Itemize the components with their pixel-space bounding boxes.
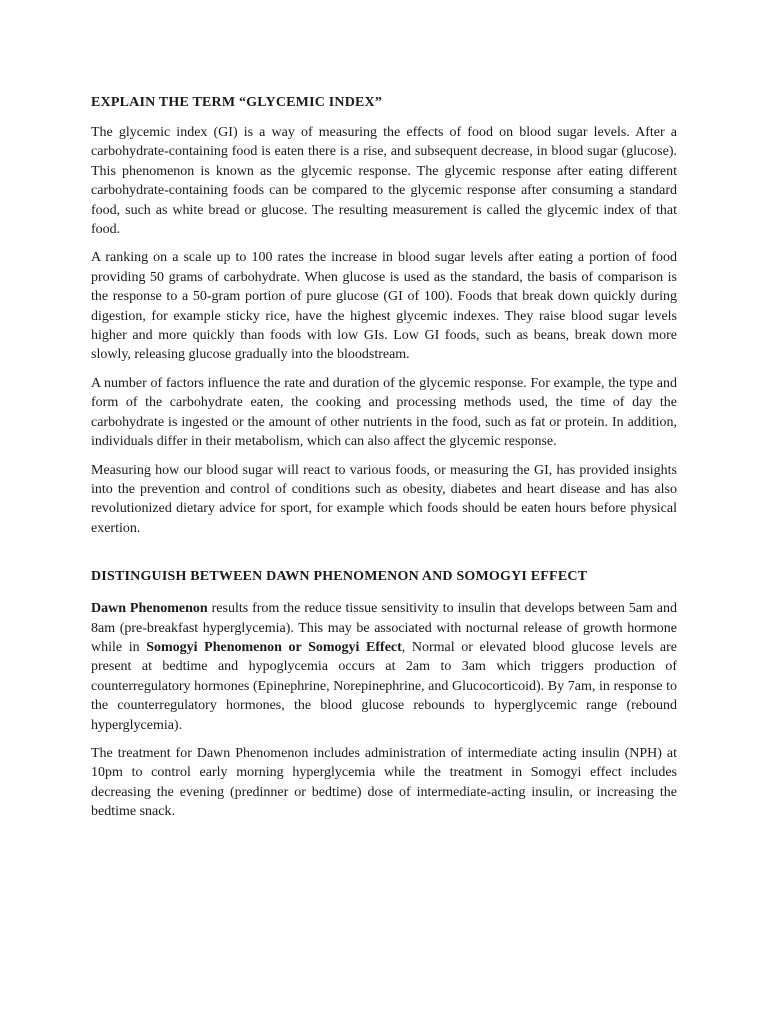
paragraph-dawn-vs-somogyi — [91, 599, 677, 735]
text-dawn-description: results from the reduce tissue sensitivity to insulin that develops between 5am and 8am (pre-breakfast hyperglycemia). This may be associated with nocturnal release of growth hormone while in — [91, 601, 677, 655]
paragraph-treatment: The treatment for Dawn Phenomenon includes administration of intermediate acting insulin (NPH) at 10pm to control early morning hyperglycemia while the treatment in Somogyi effect includes decreasing the evening (predinner or bedtime) dose of intermediate-acting insulin, or increasing the bedtime snack. — [91, 745, 677, 820]
text-somogyi-description: , Normal or elevated blood glucose levels are present at bedtime and hypoglycemia occurs at 2am to 3am which triggers production of counterregulatory hormones (Epinephrine, Norepinephrine, and Glucocorticoid). By 7am, in response to the counterregulatory hormones, the blood glucose rebounds to hyperglycemic range (rebound hyperglycemia). — [91, 639, 677, 733]
paragraph-gi-ranking: A ranking on a scale up to 100 rates the increase in blood sugar levels after eating a portion of food providing 50 grams of carbohydrate. When glucose is used as the standard, the basis of comparison is the response to a 50-gram portion of pure glucose (GI of 100). Foods that break down quickly during digestion, for example sticky rice, have the highest glycemic indexes. They raise blood sugar levels higher and more quickly than foods with low GIs. Low GI foods, such as beans, break down more slowly, releasing glucose gradually into the bloodstream. — [91, 250, 677, 363]
term-dawn-phenomenon: Dawn Phenomenon — [91, 601, 208, 617]
section-heading-glycemic-index: EXPLAIN THE TERM “GLYCEMIC INDEX” — [91, 95, 383, 110]
term-somogyi-effect: Somogyi Phenomenon or Somogyi Effect — [146, 639, 402, 655]
paragraph-gi-insights: Measuring how our blood sugar will react to various foods, or measuring the GI, has provided insights into the prevention and control of conditions such as obesity, diabetes and heart disease and has also revolutionized dietary advice for sport, for example which foods should be eaten hours before physical exertion. — [91, 462, 677, 536]
paragraph-gi-factors: A number of factors influence the rate and duration of the glycemic response. For example, the type and form of the carbohydrate eaten, the cooking and processing methods used, the time of day the carbohydrate is ingested or the amount of other nutrients in the food, such as fat or protein. In addition, individuals differ in their metabolism, which can also affect the glycemic response. — [91, 375, 677, 450]
paragraph-gi-definition: The glycemic index (GI) is a way of measuring the effects of food on blood sugar levels. After a carbohydrate-containing food is eaten there is a rise, and subsequent decrease, in blood sugar (glucose). This phenomenon is known as the glycemic response. The glycemic response after eating different carbohydrate-containing foods can be compared to the glycemic response after consuming a standard food, such as white bread or glucose. The resulting measurement is called the glycemic index of that food. — [91, 125, 677, 238]
section-heading-dawn-somogyi: DISTINGUISH BETWEEN DAWN PHENOMENON AND SOMOGYI EFFECT — [91, 569, 588, 585]
